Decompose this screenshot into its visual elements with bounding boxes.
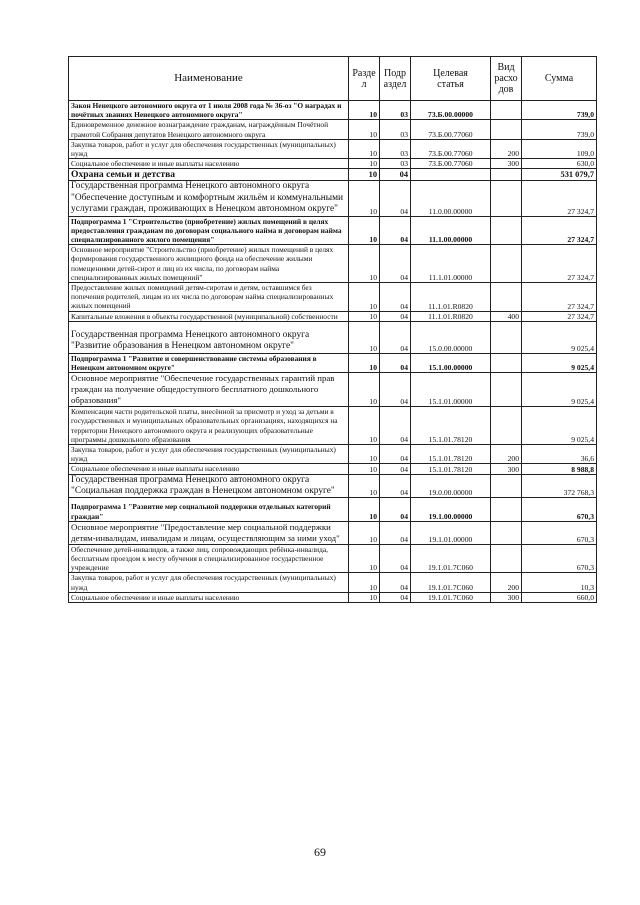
cell-sum: 739,0 — [522, 120, 597, 139]
cell-name: Государственная программа Ненецкого автономного округа "Развитие образования в Ненецком автономном округе" — [69, 321, 349, 353]
table-row — [69, 139, 597, 158]
cell-target: 15.1.01.00000 — [411, 373, 491, 407]
cell-target: 11.1.00.00000 — [411, 216, 491, 245]
cell-name: Подпрограмма 1 "Развитие и совершенствование системы образования в Ненецком автономном округе" — [69, 353, 349, 372]
cell-razdel: 10 — [349, 245, 380, 283]
cell-vid — [491, 321, 522, 353]
cell-podrazdel: 04 — [380, 498, 411, 521]
table-row — [69, 521, 597, 544]
cell-razdel: 10 — [349, 474, 380, 498]
cell-vid — [491, 498, 522, 521]
cell-podrazdel: 03 — [380, 120, 411, 139]
cell-target: 73.Б.00.00000 — [411, 101, 491, 120]
cell-target: 73.Б.00.77060 — [411, 120, 491, 139]
cell-razdel: 10 — [349, 120, 380, 139]
table-row — [69, 544, 597, 573]
cell-vid: 200 — [491, 573, 522, 592]
table-row — [69, 120, 597, 139]
cell-target: 15.0.00.00000 — [411, 321, 491, 353]
table-row — [69, 498, 597, 521]
cell-razdel: 10 — [349, 373, 380, 407]
cell-name: Основное мероприятие "Предоставление мер социальной поддержки детям-инвалидам, инвалидам и лицам, осуществляющим за ними уход" — [69, 521, 349, 544]
cell-vid — [491, 169, 522, 181]
cell-podrazdel: 03 — [380, 159, 411, 169]
cell-target: 11.1.01.R0820 — [411, 283, 491, 312]
table-row — [69, 169, 597, 181]
table-row — [69, 373, 597, 407]
cell-target: 19.1.01.7С060 — [411, 592, 491, 602]
cell-razdel: 10 — [349, 169, 380, 181]
cell-name: Закон Ненецкого автономного округа от 1 июля 2008 года № 36-оз "О наградах и почётных званиях Ненецкого автономного округа" — [69, 101, 349, 120]
cell-sum: 670,3 — [522, 498, 597, 521]
cell-vid: 200 — [491, 139, 522, 158]
cell-target: 11.0.00.00000 — [411, 181, 491, 216]
cell-sum: 660,0 — [522, 592, 597, 602]
cell-sum: 670,3 — [522, 544, 597, 573]
cell-razdel: 10 — [349, 407, 380, 445]
cell-target: 19.1.01.7С060 — [411, 544, 491, 573]
cell-podrazdel: 04 — [380, 474, 411, 498]
cell-razdel: 10 — [349, 544, 380, 573]
cell-name: Государственная программа Ненецкого автономного округа "Социальная поддержка граждан в Ненецком автономном округе" — [69, 474, 349, 498]
cell-vid — [491, 101, 522, 120]
cell-razdel: 10 — [349, 592, 380, 602]
cell-podrazdel: 04 — [380, 245, 411, 283]
cell-razdel: 10 — [349, 464, 380, 474]
cell-vid — [491, 181, 522, 216]
cell-name: Государственная программа Ненецкого автономного округа "Обеспечение доступным и комфортным жильём и коммунальными услугами граждан, проживающих в Ненецком автономном округе" — [69, 181, 349, 216]
cell-name: Подпрограмма 1 "Строительство (приобретение) жилых помещений в целях предоставления гражданам по договорам социального найма и договорам найма специализированного жилого помещения" — [69, 216, 349, 245]
cell-razdel: 10 — [349, 159, 380, 169]
cell-target: 15.1.01.78120 — [411, 464, 491, 474]
header-razdel: Разде л — [349, 57, 380, 101]
cell-sum: 36,6 — [522, 444, 597, 463]
cell-vid: 300 — [491, 592, 522, 602]
cell-name: Закупка товаров, работ и услуг для обеспечения государственных (муниципальных) нужд — [69, 139, 349, 158]
table-row — [69, 311, 597, 321]
cell-podrazdel: 04 — [380, 592, 411, 602]
cell-sum: 372 768,3 — [522, 474, 597, 498]
cell-razdel: 10 — [349, 573, 380, 592]
cell-sum: 109,0 — [522, 139, 597, 158]
header-vid: Вид расхо дов — [491, 57, 522, 101]
cell-podrazdel: 04 — [380, 444, 411, 463]
cell-vid — [491, 353, 522, 372]
budget-table — [68, 56, 597, 603]
cell-sum: 27 324,7 — [522, 181, 597, 216]
table-row — [69, 444, 597, 463]
table-header-row — [69, 57, 597, 101]
table-row — [69, 353, 597, 372]
table-row — [69, 474, 597, 498]
table-row — [69, 216, 597, 245]
cell-name: Закупка товаров, работ и услуг для обеспечения государственных (муниципальных) нужд — [69, 444, 349, 463]
cell-podrazdel: 04 — [380, 573, 411, 592]
cell-podrazdel: 04 — [380, 283, 411, 312]
cell-vid — [491, 120, 522, 139]
cell-sum: 27 324,7 — [522, 311, 597, 321]
cell-name: Подпрограмма 1 "Развитие мер социальной поддержки отдельных категорий граждан" — [69, 498, 349, 521]
cell-vid: 300 — [491, 464, 522, 474]
cell-name: Охрана семьи и детства — [69, 169, 349, 181]
header-target: Целевая статья — [411, 57, 491, 101]
header-podrazdel: Подр аздел — [380, 57, 411, 101]
cell-podrazdel: 04 — [380, 311, 411, 321]
cell-name: Основное мероприятие "Обеспечение государственных гарантий прав граждан на получение общедоступного бесплатного дошкольного образования" — [69, 373, 349, 407]
cell-podrazdel: 04 — [380, 181, 411, 216]
cell-sum: 630,0 — [522, 159, 597, 169]
cell-name: Единовременное денежное вознаграждение гражданам, награждённым Почётной грамотой Собрания депутатов Ненецкого автономного округа — [69, 120, 349, 139]
cell-razdel: 10 — [349, 283, 380, 312]
cell-target: 19.1.01.00000 — [411, 521, 491, 544]
cell-vid: 200 — [491, 444, 522, 463]
cell-sum: 670,3 — [522, 521, 597, 544]
table-row — [69, 464, 597, 474]
cell-vid: 300 — [491, 159, 522, 169]
cell-podrazdel: 04 — [380, 321, 411, 353]
cell-podrazdel: 04 — [380, 544, 411, 573]
cell-sum: 9 025,4 — [522, 353, 597, 372]
cell-podrazdel: 03 — [380, 101, 411, 120]
cell-sum: 739,0 — [522, 101, 597, 120]
cell-sum: 9 025,4 — [522, 321, 597, 353]
cell-vid: 400 — [491, 311, 522, 321]
cell-vid — [491, 216, 522, 245]
table-row — [69, 159, 597, 169]
cell-target — [411, 169, 491, 181]
cell-vid — [491, 407, 522, 445]
cell-podrazdel: 04 — [380, 216, 411, 245]
cell-podrazdel: 03 — [380, 139, 411, 158]
cell-target: 73.Б.00.77060 — [411, 139, 491, 158]
cell-target: 19.1.00.00000 — [411, 498, 491, 521]
cell-name: Компенсация части родительской платы, внесённой за присмотр и уход за детьми в государственных и муниципальных образовательных организациях, находящихся на территории Ненецкого автономного округа и реализующих образовательные программы дошкольного образования — [69, 407, 349, 445]
cell-name: Социальное обеспечение и иные выплаты населению — [69, 464, 349, 474]
header-name: Наименование — [69, 57, 349, 101]
page-number: 69 — [314, 845, 326, 859]
cell-target: 15.1.00.00000 — [411, 353, 491, 372]
cell-sum: 27 324,7 — [522, 245, 597, 283]
cell-razdel: 10 — [349, 444, 380, 463]
table-row — [69, 181, 597, 216]
cell-razdel: 10 — [349, 498, 380, 521]
cell-podrazdel: 04 — [380, 373, 411, 407]
cell-target: 15.1.01.78120 — [411, 444, 491, 463]
cell-target: 11.1.01.00000 — [411, 245, 491, 283]
cell-target: 11.1.01.R0820 — [411, 311, 491, 321]
cell-podrazdel: 04 — [380, 521, 411, 544]
table-row — [69, 407, 597, 445]
cell-name: Основное мероприятие "Строительство (приобретение) жилых помещений в целях формирования государственного жилищного фонда на обеспечение жилыми помещениями детей-сирот и лиц из их числа, по договорам найма специализированных жилых помещений" — [69, 245, 349, 283]
table-row — [69, 592, 597, 602]
cell-sum: 9 025,4 — [522, 373, 597, 407]
cell-razdel: 10 — [349, 521, 380, 544]
cell-sum: 10,3 — [522, 573, 597, 592]
cell-vid — [491, 283, 522, 312]
cell-razdel: 10 — [349, 181, 380, 216]
header-sum: Сумма — [522, 57, 597, 101]
cell-razdel: 10 — [349, 216, 380, 245]
cell-podrazdel: 04 — [380, 407, 411, 445]
table-row — [69, 101, 597, 120]
cell-razdel: 10 — [349, 353, 380, 372]
cell-podrazdel: 04 — [380, 353, 411, 372]
cell-name: Предоставление жилых помещений детям-сиротам и детям, оставшимся без попечения родителей, лицам из их числа по договорам найма специализированных жилых помещений — [69, 283, 349, 312]
cell-razdel: 10 — [349, 311, 380, 321]
cell-target: 19.0.00.00000 — [411, 474, 491, 498]
table-row — [69, 245, 597, 283]
cell-razdel: 10 — [349, 101, 380, 120]
cell-vid — [491, 544, 522, 573]
table-row — [69, 321, 597, 353]
table-row — [69, 573, 597, 592]
cell-target: 19.1.01.7С060 — [411, 573, 491, 592]
cell-name: Обеспечение детей-инвалидов, а также лиц, сопровождающих ребёнка-инвалида, бесплатным проездом к месту обучения в специализированное государственное учреждение — [69, 544, 349, 573]
cell-podrazdel: 04 — [380, 464, 411, 474]
cell-target: 73.Б.00.77060 — [411, 159, 491, 169]
cell-name: Закупка товаров, работ и услуг для обеспечения государственных (муниципальных) нужд — [69, 573, 349, 592]
cell-sum: 27 324,7 — [522, 216, 597, 245]
cell-sum: 8 988,8 — [522, 464, 597, 474]
cell-sum: 27 324,7 — [522, 283, 597, 312]
cell-sum: 531 079,7 — [522, 169, 597, 181]
cell-name: Социальное обеспечение и иные выплаты населению — [69, 592, 349, 602]
cell-vid — [491, 521, 522, 544]
cell-razdel: 10 — [349, 321, 380, 353]
table-row — [69, 283, 597, 312]
cell-name: Капитальные вложения в объекты государственной (муниципальной) собственности — [69, 311, 349, 321]
cell-target: 15.1.01.78120 — [411, 407, 491, 445]
cell-podrazdel: 04 — [380, 169, 411, 181]
cell-name: Социальное обеспечение и иные выплаты населению — [69, 159, 349, 169]
cell-vid — [491, 373, 522, 407]
cell-sum: 9 025,4 — [522, 407, 597, 445]
cell-vid — [491, 474, 522, 498]
cell-razdel: 10 — [349, 139, 380, 158]
cell-vid — [491, 245, 522, 283]
